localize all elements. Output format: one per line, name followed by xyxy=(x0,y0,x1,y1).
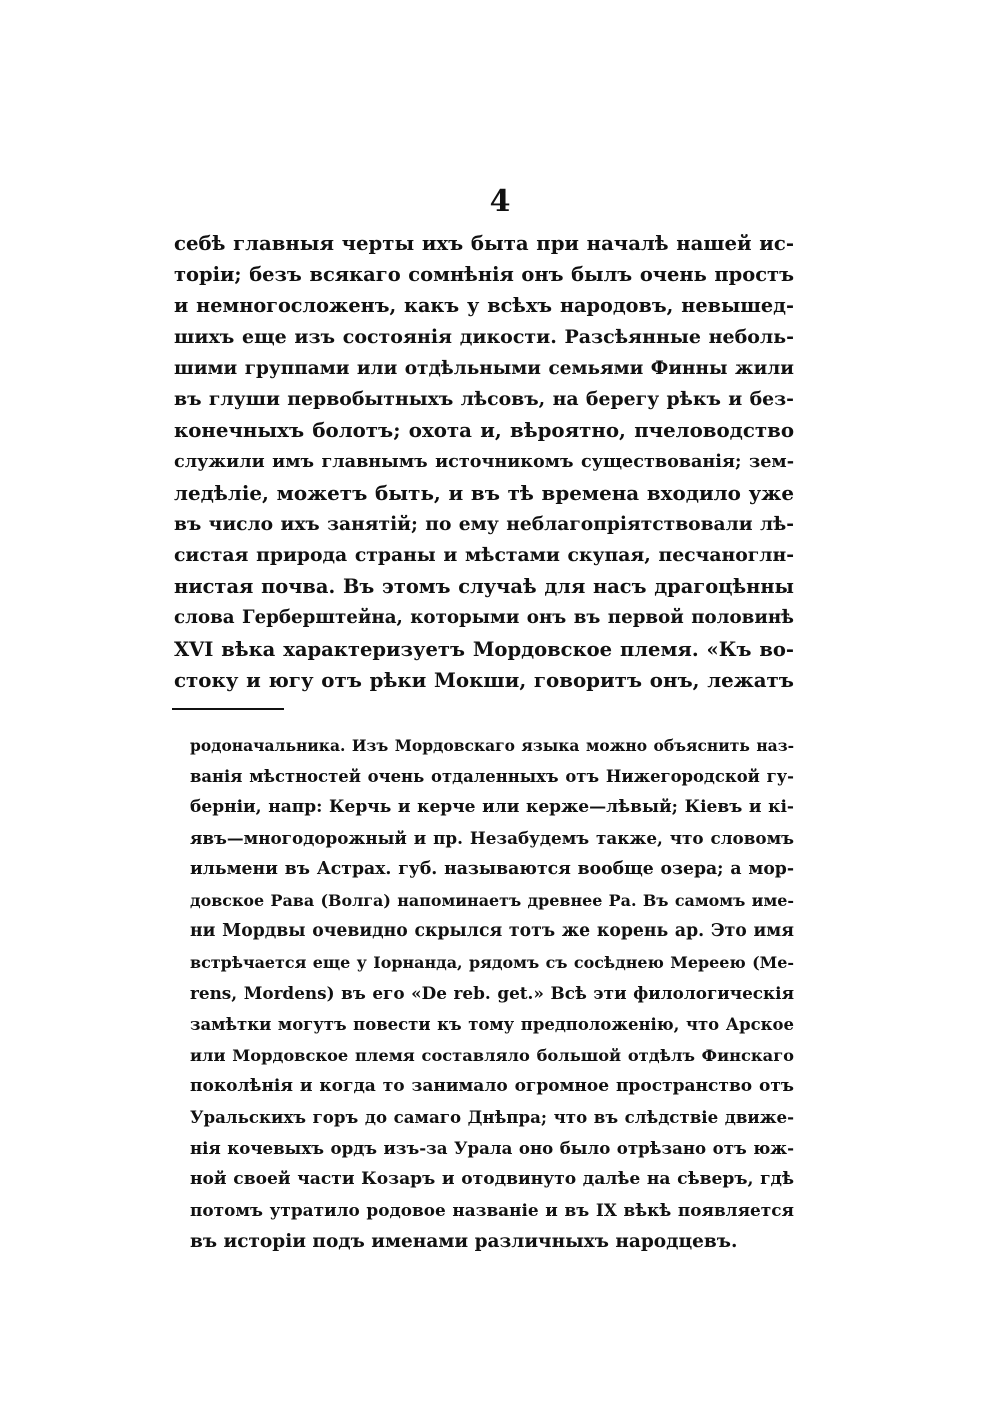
text-line: стоку и югу отъ рѣки Мокши, говоритъ онъ, лежатъ xyxy=(174,667,794,692)
text-line: конечныхъ болотъ; охота и, вѣроятно, пчеловодство xyxy=(174,418,794,443)
text-line: служили имъ главнымъ источникомъ существованія; зем- xyxy=(174,451,794,473)
footnote-line: родоначальника. Изъ Мордовскаго языка можно объяснить наз- xyxy=(190,736,794,755)
text-line: нистая почва. Въ этомъ случаѣ для насъ драгоцѣнны xyxy=(174,575,794,599)
footnote-line: нія кочевыхъ ордъ изъ-за Урала оно было отрѣзано отъ юж- xyxy=(190,1138,794,1158)
text-line: ледѣліе, можетъ быть, и въ тѣ времена входило уже xyxy=(174,480,794,505)
text-line: торіи; безъ всякаго сомнѣнія онъ былъ очень простъ xyxy=(174,263,794,287)
footnote xyxy=(190,730,794,1257)
footnote-line: rens, Mordens) въ его «De reb. get.» Всѣ эти филологическія xyxy=(190,983,794,1003)
text-line: въ число ихъ занятій; по ему неблагопріятствовали лѣ- xyxy=(174,512,794,535)
text-line: XVI вѣка характеризуетъ Мордовское племя. «Къ во- xyxy=(174,637,794,661)
footnote-line: встрѣчается еще у Іорнанда, рядомъ съ сосѣднею Мереею (Me- xyxy=(190,953,794,972)
text-line: систая природа страны и мѣстами скупая, песчаноглн- xyxy=(174,544,794,567)
footnote-line: въ исторіи подъ именами различныхъ народцевъ. xyxy=(190,1231,738,1252)
footnote-line: потомъ утратило родовое названіе и въ IX вѣкѣ появляется xyxy=(190,1200,794,1220)
footnote-line: или Мордовское племя составляло большой отдѣлъ Финскаго xyxy=(190,1046,794,1065)
text-line: шими группами или отдѣльными семьями Финны жили xyxy=(174,357,794,379)
text-line: въ глуши первобытныхъ лѣсовъ, на берегу рѣкъ и без- xyxy=(174,388,794,411)
page-number: 4 xyxy=(489,184,511,219)
text-line: слова Герберштейна, которыми онъ въ первой половинѣ xyxy=(174,607,794,629)
footnote-line: берніи, напр: Керчь и керче или керже—лѣвый; Кіевъ и кі- xyxy=(190,797,794,817)
footnote-line: Уральскихъ горъ до самаго Днѣпра; что въ слѣдствіе движе- xyxy=(190,1107,794,1127)
footnote-line: ильмени въ Астрах. губ. называются вообще озера; а мор- xyxy=(190,859,794,879)
footnote-line: поколѣнія и когда то занимало огромное пространство отъ xyxy=(190,1076,794,1096)
footnote-line: ванія мѣстностей очень отдаленныхъ отъ Нижегородской гу- xyxy=(190,767,794,786)
footnote-line: довское Рава (Волга) напоминаетъ древнее Ра. Въ самомъ име- xyxy=(190,891,794,910)
footnote-line: ной своей части Козаръ и отодвинуто далѣе на сѣверъ, гдѣ xyxy=(190,1169,794,1189)
footnote-line: явъ—многодорожный и пр. Незабудемъ также, что словомъ xyxy=(190,828,794,848)
text-line: шихъ еще изъ состоянія дикости. Разсѣянные неболь- xyxy=(174,325,794,348)
text-line: себѣ главныя черты ихъ быта при началѣ нашей ис- xyxy=(174,232,794,255)
footnote-line: замѣтки могутъ повести къ тому предположенію, что Арское xyxy=(190,1015,794,1034)
footnote-divider xyxy=(172,708,284,710)
text-line: и немногосложенъ, какъ у всѣхъ народовъ, невышед- xyxy=(174,294,794,318)
footnote-line: ни Мордвы очевидно скрылся тотъ же корень ар. Это имя xyxy=(190,921,794,941)
main-text xyxy=(174,228,794,696)
